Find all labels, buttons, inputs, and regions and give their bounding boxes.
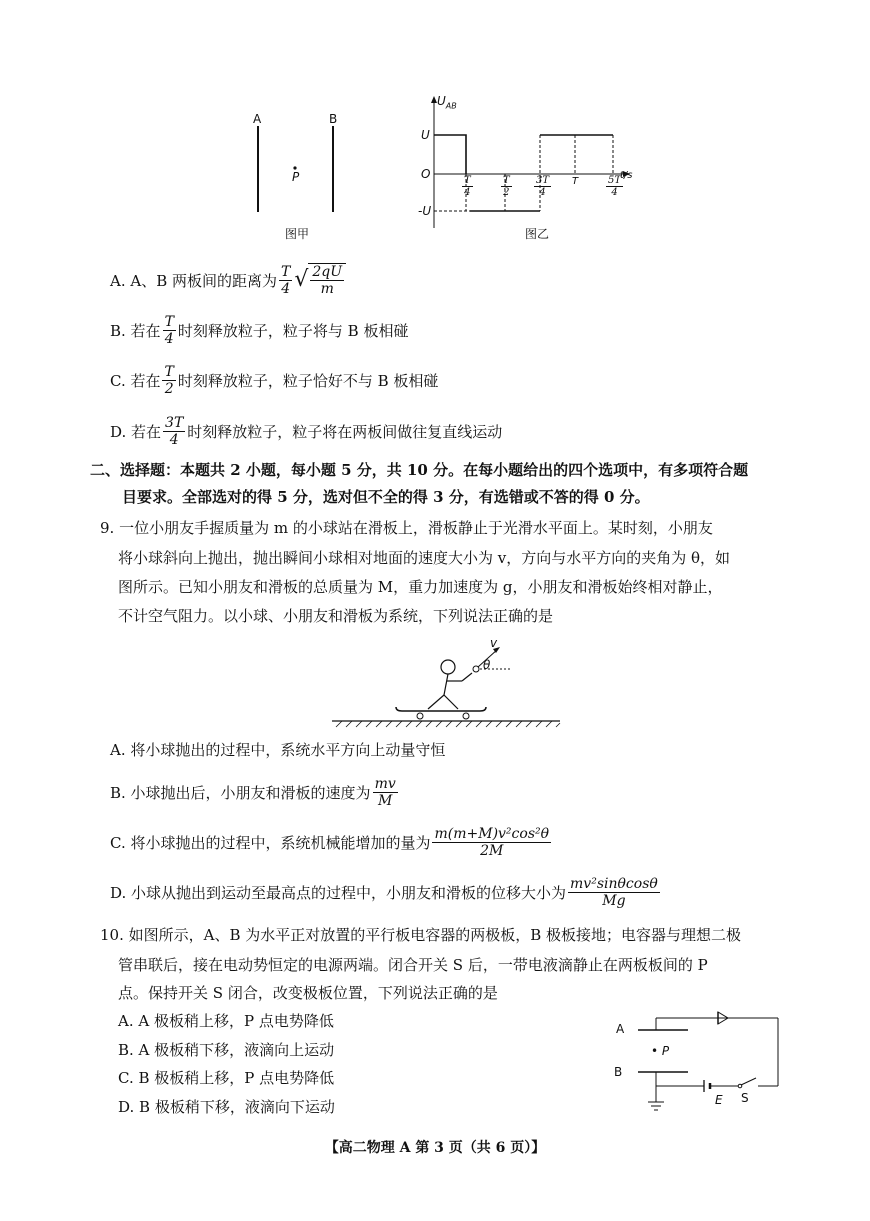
tick-label: $\frac{T}{4}$ xyxy=(464,175,471,198)
q8-option-c: C. 若在 $\frac{T}{2}$ 时刻释放粒子，粒子恰好不与 B 板相碰 xyxy=(110,363,439,397)
circuit-plate-b-label: B xyxy=(614,1065,623,1079)
q9-option-d: D. 小球从抛出到运动至最高点的过程中，小朋友和滑板的位移大小为 $\frac{\text{mv²sinθcosθ}}{Mg}$ xyxy=(110,875,658,909)
q9-option-c: C. 将小球抛出的过程中，系统机械能增加的量为 $\frac{\text{m(m+M)v²cos²θ}}{2M}$ xyxy=(110,825,550,859)
origin-label: O xyxy=(421,167,431,181)
skateboard-figure xyxy=(330,635,565,735)
battery-e-label: E xyxy=(715,1093,723,1107)
q10-option-d: D. B 极板稍下移，液滴向下运动 xyxy=(118,1098,335,1116)
q9-option-a: A. 将小球抛出的过程中，系统水平方向上动量守恒 xyxy=(110,741,446,759)
tick-label: $\frac{5T}{4}$ xyxy=(608,175,622,198)
switch-s-label: S xyxy=(741,1091,749,1105)
u-negative-label: -U xyxy=(418,204,432,218)
y-axis-label: $U_{AB}$ xyxy=(437,94,457,111)
capacitor-circuit xyxy=(610,1008,790,1113)
circuit-plate-a-label: A xyxy=(616,1022,625,1036)
tick-label: $\frac{3T}{4}$ xyxy=(536,175,550,198)
plate-b-label: B xyxy=(329,112,338,126)
section2-heading-line1: 二、选择题：本题共 2 小题，每小题 5 分，共 10 分。在每小题给出的四个选项中，有多项符合题 xyxy=(90,461,749,479)
q9-option-b: B. 小球抛出后，小朋友和滑板的速度为 $\frac{mv}{M}$ xyxy=(110,775,396,809)
q10-option-c: C. B 极板稍上移，P 点电势降低 xyxy=(118,1069,335,1087)
page-footer: 【高二物理 A 第 3 页（共 6 页）】 xyxy=(324,1140,546,1156)
caption-jia: 图甲 xyxy=(285,227,310,241)
q10-stem-line3: 点。保持开关 S 闭合，改变极板位置，下列说法正确的是 xyxy=(118,984,498,1002)
q8-option-a: A. A、B 两板间的距离为 $\frac{T}{4}$ √ $\frac{2qU}{m}$ xyxy=(110,260,346,300)
q9-stem-line3: 图所示。已知小朋友和滑板的总质量为 M，重力加速度为 g，小朋友和滑板始终相对静止， xyxy=(118,578,723,596)
tick-label: T xyxy=(572,176,579,187)
velocity-label: v xyxy=(490,636,498,650)
q9-stem-line4: 不计空气阻力。以小球、小朋友和滑板为系统，下列说法正确的是 xyxy=(118,607,554,625)
plate-a-label: A xyxy=(253,112,262,126)
tick-label: $\frac{T}{2}$ xyxy=(503,175,510,198)
q10-option-b: B. A 极板稍下移，液滴向上运动 xyxy=(118,1041,335,1059)
u-positive-label: U xyxy=(421,128,430,142)
sqrt-expression: √ $\frac{2qU}{m}$ xyxy=(294,263,346,297)
q8-option-d: D. 若在 $\frac{3T}{4}$ 时刻释放粒子，粒子将在两板间做往复直线运动 xyxy=(110,414,503,448)
circuit-point-p-label: • P xyxy=(651,1044,670,1058)
angle-label: θ xyxy=(483,658,491,672)
voltage-waveform xyxy=(420,92,635,232)
q8-option-b: B. 若在 $\frac{T}{4}$ 时刻释放粒子，粒子将与 B 板相碰 xyxy=(110,313,409,347)
caption-yi: 图乙 xyxy=(525,227,550,241)
q10-stem-line1: 10. 如图所示，A、B 为水平正对放置的平行板电容器的两极板，B 极板接地；电容器与理想二极 xyxy=(100,926,742,944)
q10-option-a: A. A 极板稍上移，P 点电势降低 xyxy=(118,1012,334,1030)
q9-stem-line2: 将小球斜向上抛出，抛出瞬间小球相对地面的速度大小为 v，方向与水平方向的夹角为 θ，如 xyxy=(118,549,731,567)
x-unit-label: t/s xyxy=(620,170,633,181)
q9-stem-line1: 9. 一位小朋友手握质量为 m 的小球站在滑板上，滑板静止于光滑水平面上。某时刻，小朋友 xyxy=(100,519,713,537)
q10-stem-line2: 管串联后，接在电动势恒定的电源两端。闭合开关 S 后，一带电液滴静止在两板板间的 P xyxy=(118,956,708,974)
point-p-label: P xyxy=(292,170,300,184)
section2-heading-line2: 目要求。全部选对的得 5 分，选对但不全的得 3 分，有选错或不答的得 0 分。 xyxy=(122,488,650,506)
